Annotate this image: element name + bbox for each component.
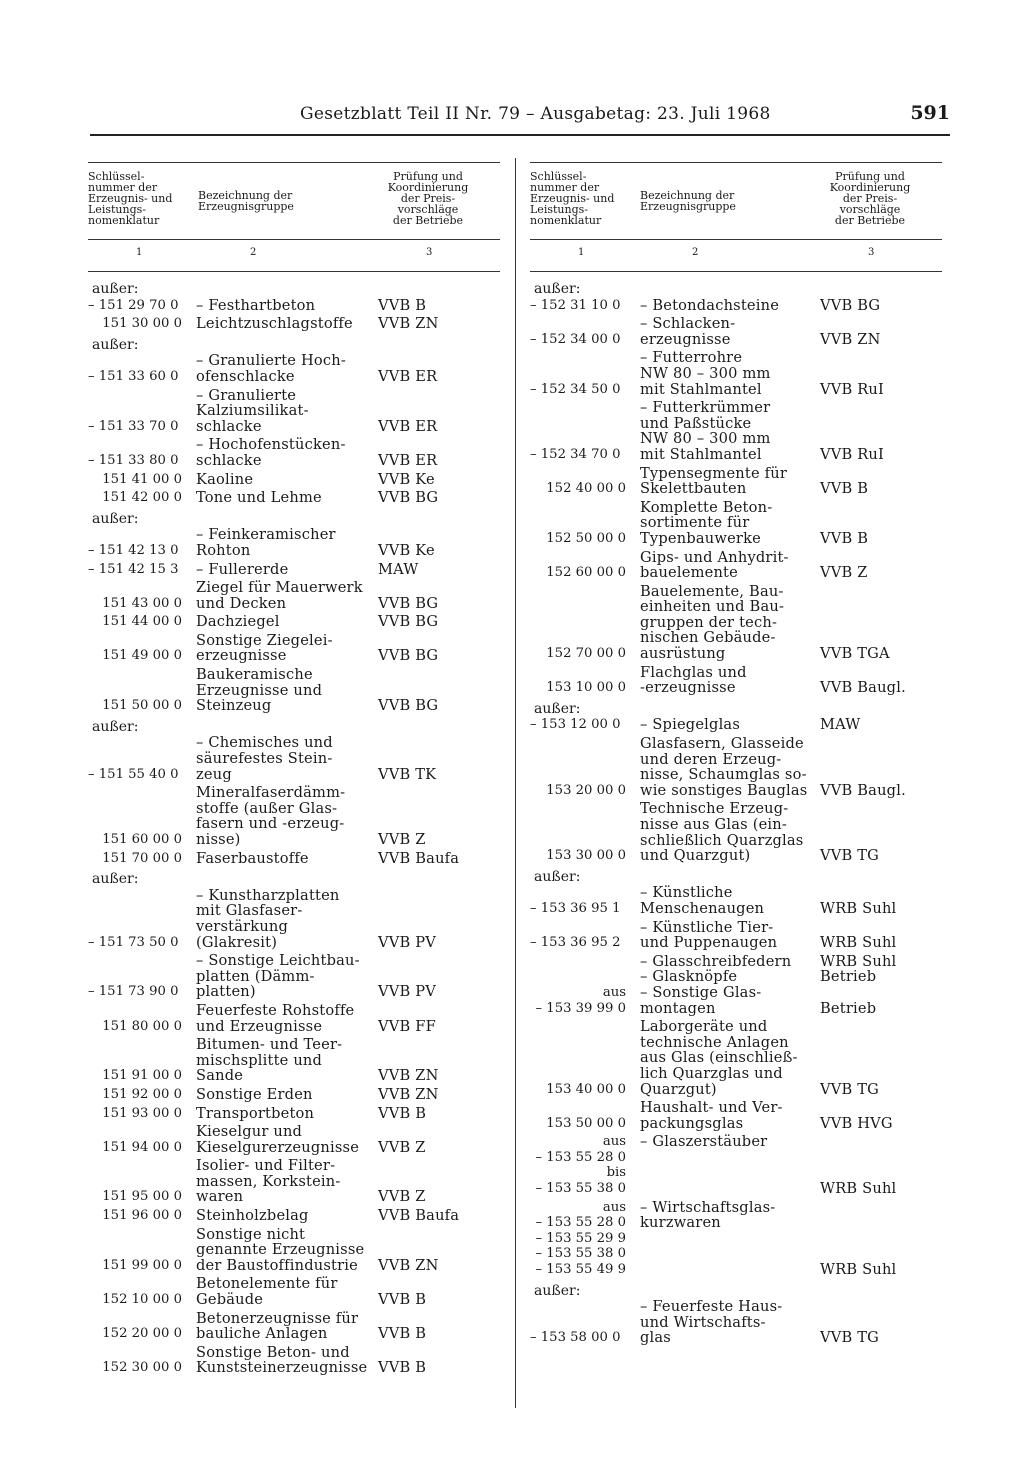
- header-number-rule: [88, 239, 500, 240]
- product-group: – Chemisches und säurefestes Stein- zeug: [196, 734, 333, 783]
- coordinating-body: VVB FF: [378, 1017, 436, 1035]
- product-group: – Futterkrümmer und Paßstücke NW 80 – 300 mm mit Stahlmantel: [640, 399, 771, 463]
- table-row: [88, 1276, 500, 1307]
- product-group: Bitumen- und Teer- mischsplitte und Sande: [196, 1036, 343, 1085]
- coordinating-body: VVB BG: [378, 613, 439, 631]
- right-rows: [530, 282, 942, 1346]
- header-coordination: Prüfung und Koordinierung der Preis- vorschläge der Betriebe: [829, 170, 911, 227]
- coordinating-body: VVB Z: [378, 831, 426, 848]
- table-row: [530, 550, 942, 581]
- table-row: [88, 388, 500, 435]
- key-number: 151 60 00 0: [102, 832, 182, 847]
- key-number: 151 44 00 0: [102, 614, 182, 630]
- product-group: Mineralfaserdämm- stoffe (außer Glas- fasern und -erzeug- nisse): [196, 784, 346, 848]
- product-group: – Künstliche Tier- und Puppenaugen: [640, 918, 778, 952]
- key-number: 151 93 00 0: [102, 1105, 182, 1121]
- key-number: – 151 55 40 0: [88, 766, 179, 782]
- key-number: – 152 34 70 0: [530, 446, 621, 462]
- except-note: außer:: [534, 1282, 581, 1299]
- key-number: – 151 33 60 0: [88, 368, 179, 384]
- product-group: – Granulierte Hoch- ofenschlacke: [196, 352, 346, 385]
- key-number: 152 20 00 0: [102, 1326, 182, 1342]
- header-number-rule: [530, 239, 942, 240]
- product-group: – Kunstharzplatten mit Glasfaser- verstärkung (Glakresit): [196, 886, 340, 951]
- product-group: Flachglas und -erzeugnisse: [640, 663, 747, 697]
- except-note: außer:: [92, 871, 139, 888]
- coordinating-body: VVB BG: [820, 296, 881, 314]
- table-row: [88, 472, 500, 488]
- coordinating-body: VVB Baugl.: [820, 781, 906, 799]
- coordinating-body: VVB Z: [820, 564, 868, 582]
- coordinating-body: VVB Baufa: [378, 1207, 460, 1225]
- key-number: 151 92 00 0: [102, 1086, 182, 1102]
- coordinating-body: VVB B: [820, 529, 869, 547]
- table-row: [88, 1003, 500, 1034]
- coordinating-body: VVB Ke: [378, 541, 435, 559]
- key-number: 151 43 00 0: [102, 595, 182, 611]
- product-group: Haushalt- und Ver- packungsglas: [640, 1099, 783, 1132]
- key-number: – 151 42 13 0: [88, 542, 179, 558]
- coordinating-body: VVB ZN: [820, 330, 881, 348]
- coordinating-body: VVB B: [378, 1291, 427, 1309]
- header-num-2: 2: [250, 247, 257, 258]
- key-number: – 153 12 00 0: [530, 717, 621, 733]
- product-group: Steinholzbelag: [196, 1207, 309, 1225]
- table-row: [88, 953, 500, 1000]
- product-group: Sonstige Ziegelei- erzeugnisse: [196, 631, 333, 665]
- key-number: 151 49 00 0: [102, 648, 182, 664]
- coordinating-body: MAW: [378, 560, 419, 578]
- table-row: [530, 466, 942, 497]
- coordinating-body: VVB ER: [378, 367, 438, 385]
- table-row: [530, 736, 942, 798]
- table-row: [88, 298, 500, 314]
- header-num-1: 1: [578, 247, 585, 258]
- table-row: [88, 490, 500, 506]
- table-row: [530, 954, 942, 1016]
- header-key-number: Schlüssel- nummer der Erzeugnis- und Leistungs- nomenklatur: [88, 170, 173, 227]
- product-group: Baukeramische Erzeugnisse und Steinzeug: [196, 666, 323, 715]
- coordinating-body: WRB Suhl Betrieb Betrieb: [820, 952, 897, 1017]
- product-group: Feuerfeste Rohstoffe und Erzeugnisse: [196, 1001, 355, 1035]
- product-group: – Feinkeramischer Rohton: [196, 526, 336, 559]
- table-row: [530, 801, 942, 863]
- product-group: Isolier- und Filter- massen, Korkstein- waren: [196, 1157, 341, 1206]
- table-row: [88, 316, 500, 332]
- coordinating-body: VVB ZN: [378, 1085, 439, 1103]
- key-number: aus – 153 39 99 0: [535, 984, 626, 1016]
- header-rule: [90, 134, 950, 136]
- coordinating-body: VVB B: [378, 1325, 427, 1343]
- product-group: – Futterrohre NW 80 – 300 mm mit Stahlmantel: [640, 349, 771, 398]
- product-group: – Künstliche Menschenaugen: [640, 884, 765, 917]
- coordinating-body: VVB ZN: [378, 1067, 439, 1085]
- key-number: 152 50 00 0: [546, 530, 626, 546]
- product-group: – Glasschreibfedern – Glasknöpfe – Sonstige Glas- montagen: [640, 952, 792, 1017]
- table-row: [88, 1311, 500, 1342]
- coordinating-body: VVB TGA: [820, 645, 890, 663]
- product-group: Leichtzuschlagstoffe: [196, 315, 353, 333]
- product-group: Komplette Beton- sortimente für Typenbauwerke: [640, 498, 773, 547]
- product-group: Kieselgur und Kieselgurerzeugnisse: [196, 1123, 360, 1156]
- key-number: 151 99 00 0: [102, 1257, 182, 1273]
- header-coordination: Prüfung und Koordinierung der Preis- vorschläge der Betriebe: [387, 170, 469, 227]
- header-num-3: 3: [868, 247, 875, 258]
- product-group: – Hochofenstücken- schlacke: [196, 436, 346, 469]
- coordinating-body: VVB Ke: [378, 470, 435, 488]
- coordinating-body: VVB TG: [820, 847, 880, 865]
- column-separator: [515, 158, 516, 1408]
- product-group: Gips- und Anhydrit- bauelemente: [640, 548, 789, 582]
- key-number: 153 10 00 0: [546, 680, 626, 696]
- product-group: Ziegel für Mauerwerk und Decken: [196, 579, 363, 612]
- product-group: Bauelemente, Bau- einheiten und Bau- gruppen der tech- nischen Gebäude- ausrüstung: [640, 582, 785, 663]
- coordinating-body: VVB Z: [378, 1138, 426, 1156]
- coordinating-body: VVB Baufa: [378, 849, 460, 867]
- page-header: [90, 100, 950, 130]
- left-column: [88, 162, 500, 1402]
- coordinating-body: VVB RuI: [820, 380, 884, 398]
- table-row: [530, 350, 942, 397]
- coordinating-body: VVB B: [820, 480, 869, 498]
- table-row: [88, 437, 500, 468]
- key-number: aus – 153 55 28 0 bis – 153 55 38 0: [535, 1134, 626, 1197]
- except-note: außer:: [534, 868, 581, 885]
- table-row: [88, 785, 500, 847]
- header-key-number: Schlüssel- nummer der Erzeugnis- und Leistungs- nomenklatur: [530, 170, 615, 227]
- header-product-group: Bezeichnung der Erzeugnisgruppe: [198, 189, 294, 213]
- table-row: [530, 316, 942, 347]
- coordinating-body: VVB ER: [378, 417, 438, 435]
- right-column: [530, 162, 942, 1402]
- coordinating-body: WRB Suhl: [820, 934, 897, 952]
- key-number: 151 50 00 0: [102, 698, 182, 714]
- except-note: außer:: [534, 281, 581, 297]
- header-num-3: 3: [426, 247, 433, 258]
- coordinating-body: MAW: [820, 716, 861, 734]
- product-group: Laborgeräte und technische Anlagen aus Glas (einschließ- lich Quarzglas und Quarzgut): [640, 1018, 798, 1098]
- table-row: [88, 562, 500, 578]
- key-number: 151 94 00 0: [102, 1139, 182, 1155]
- header-product-group: Bezeichnung der Erzeugnisgruppe: [640, 189, 736, 213]
- coordinating-body: VVB B: [378, 296, 427, 314]
- table-row: [530, 1100, 942, 1131]
- product-group: Tone und Lehme: [196, 489, 322, 507]
- coordinating-body: VVB TG: [820, 1080, 880, 1098]
- table-row: [530, 885, 942, 916]
- table-row: [530, 500, 942, 547]
- table-row: [88, 1158, 500, 1205]
- table-row: [530, 584, 942, 662]
- gazette-title: Gesetzblatt Teil II Nr. 79 – Ausgabetag: 23. Juli 1968: [300, 104, 771, 124]
- left-rows: [88, 282, 500, 1376]
- coordinating-body: VVB HVG: [820, 1114, 893, 1132]
- table-row: [88, 667, 500, 714]
- table-row: [88, 1345, 500, 1376]
- product-group: – Festhartbeton: [196, 296, 316, 314]
- table-row: [88, 1227, 500, 1274]
- table-row: [530, 665, 942, 696]
- coordinating-body: VVB ZN: [378, 315, 439, 333]
- table-row: [530, 1299, 942, 1346]
- coordinating-body: VVB PV: [378, 983, 437, 1001]
- table-row: [530, 1019, 942, 1097]
- product-group: Sonstige nicht genannte Erzeugnisse der Baustoffindustrie: [196, 1225, 365, 1274]
- key-number: 152 70 00 0: [546, 646, 626, 662]
- product-group: – Wirtschaftsglas- kurzwaren: [640, 1198, 776, 1232]
- coordinating-body: WRB Suhl: [820, 1261, 897, 1279]
- coordinating-body: VVB B: [378, 1359, 427, 1377]
- table-row: [88, 580, 500, 611]
- key-number: – 153 36 95 2: [530, 935, 621, 951]
- key-number: 152 30 00 0: [102, 1360, 182, 1376]
- header-num-2: 2: [692, 247, 699, 258]
- coordinating-body: VVB RuI: [820, 445, 884, 463]
- key-number: 153 50 00 0: [546, 1115, 626, 1131]
- table-header: [530, 162, 942, 272]
- key-number: 152 60 00 0: [546, 565, 626, 581]
- except-note: außer:: [92, 718, 139, 735]
- table-row: [530, 717, 942, 733]
- coordinating-body: VVB BG: [378, 594, 439, 612]
- table-row: [88, 1087, 500, 1103]
- key-number: – 151 29 70 0: [88, 297, 179, 313]
- table-row: [88, 527, 500, 558]
- table-row: [530, 1200, 942, 1278]
- key-number: 151 91 00 0: [102, 1068, 182, 1084]
- coordinating-body: VVB Baugl.: [820, 679, 906, 697]
- except-note: außer:: [534, 700, 581, 717]
- table-row: [88, 1037, 500, 1084]
- key-number: – 151 33 70 0: [88, 418, 179, 434]
- product-group: – Betondachsteine: [640, 296, 780, 314]
- product-group: Kaoline: [196, 470, 254, 488]
- key-number: – 152 34 00 0: [530, 331, 621, 347]
- key-number: 151 30 00 0: [102, 316, 182, 332]
- product-group: – Glaszerstäuber: [640, 1133, 768, 1151]
- coordinating-body: VVB TK: [378, 765, 437, 783]
- key-number: – 151 33 80 0: [88, 452, 179, 468]
- key-number: 153 30 00 0: [546, 848, 626, 864]
- table-row: [88, 851, 500, 867]
- coordinating-body: VVB BG: [378, 697, 439, 715]
- product-group: – Spiegelglas: [640, 716, 741, 734]
- coordinating-body: VVB TG: [820, 1329, 880, 1347]
- key-number: 153 40 00 0: [546, 1081, 626, 1097]
- product-group: – Feuerfeste Haus- und Wirtschafts- glas: [640, 1298, 783, 1347]
- product-group: – Schlacken- erzeugnisse: [640, 315, 736, 348]
- except-note: außer:: [92, 336, 139, 353]
- key-number: 151 41 00 0: [102, 471, 182, 487]
- key-number: – 151 42 15 3: [88, 561, 179, 577]
- coordinating-body: VVB PV: [378, 933, 437, 951]
- coordinating-body: WRB Suhl: [820, 1180, 897, 1198]
- table-row: [88, 1208, 500, 1224]
- table-row: [530, 1134, 942, 1196]
- key-number: 152 40 00 0: [546, 481, 626, 497]
- except-note: außer:: [92, 281, 139, 297]
- key-number: 151 42 00 0: [102, 490, 182, 506]
- table-header: [88, 162, 500, 272]
- product-group: Transportbeton: [196, 1104, 315, 1122]
- product-group: Sonstige Beton- und Kunststeinerzeugnisse: [196, 1343, 368, 1377]
- product-group: Dachziegel: [196, 613, 280, 631]
- product-group: Sonstige Erden: [196, 1085, 313, 1103]
- key-number: – 151 73 90 0: [88, 984, 179, 1000]
- key-number: – 151 73 50 0: [88, 934, 179, 950]
- key-number: 153 20 00 0: [546, 782, 626, 798]
- product-group: Faserbaustoffe: [196, 849, 309, 867]
- product-group: – Granulierte Kalziumsilikat- schlacke: [196, 386, 309, 435]
- coordinating-body: VVB B: [378, 1104, 427, 1122]
- coordinating-body: VVB BG: [378, 489, 439, 507]
- table-row: [88, 1124, 500, 1155]
- product-group: Technische Erzeug- nisse aus Glas (ein- schließlich Quarzglas und Quarzgut): [640, 800, 804, 865]
- table-row: [88, 888, 500, 950]
- product-group: Betonerzeugnisse für bauliche Anlagen: [196, 1309, 359, 1343]
- key-number: 151 95 00 0: [102, 1189, 182, 1205]
- product-group: – Fullererde: [196, 560, 289, 578]
- table-row: [88, 1106, 500, 1122]
- key-number: 152 10 00 0: [102, 1292, 182, 1308]
- product-group: Betonelemente für Gebäude: [196, 1275, 338, 1309]
- table-row: [530, 920, 942, 951]
- key-number: 151 96 00 0: [102, 1208, 182, 1224]
- coordinating-body: WRB Suhl: [820, 899, 897, 917]
- key-number: – 153 36 95 1: [530, 900, 621, 916]
- key-number: – 152 31 10 0: [530, 297, 621, 313]
- product-group: – Sonstige Leichtbau- platten (Dämm- platten): [196, 952, 360, 1001]
- page-number: 591: [910, 102, 950, 124]
- key-number: – 153 58 00 0: [530, 1330, 621, 1346]
- table-row: [88, 735, 500, 782]
- header-num-1: 1: [136, 247, 143, 258]
- coordinating-body: VVB ZN: [378, 1256, 439, 1274]
- key-number: 151 70 00 0: [102, 850, 182, 866]
- table-row: [88, 353, 500, 384]
- table-row: [88, 614, 500, 630]
- product-group: Typensegmente für Skelettbauten: [640, 464, 788, 498]
- coordinating-body: VVB Z: [378, 1188, 426, 1206]
- table-row: [530, 298, 942, 314]
- key-number: – 152 34 50 0: [530, 381, 621, 397]
- key-number: 151 80 00 0: [102, 1018, 182, 1034]
- coordinating-body: VVB BG: [378, 647, 439, 665]
- key-number: aus – 153 55 28 0 – 153 55 29 9 – 153 55 38 0 – 153 55 49 9: [535, 1199, 626, 1278]
- product-group: Glasfasern, Glasseide und deren Erzeug- nisse, Schaumglas so- wie sonstiges Bauglas: [640, 735, 808, 799]
- coordinating-body: VVB ER: [378, 451, 438, 469]
- table-row: [88, 633, 500, 664]
- table-row: [530, 400, 942, 462]
- except-note: außer:: [92, 510, 139, 527]
